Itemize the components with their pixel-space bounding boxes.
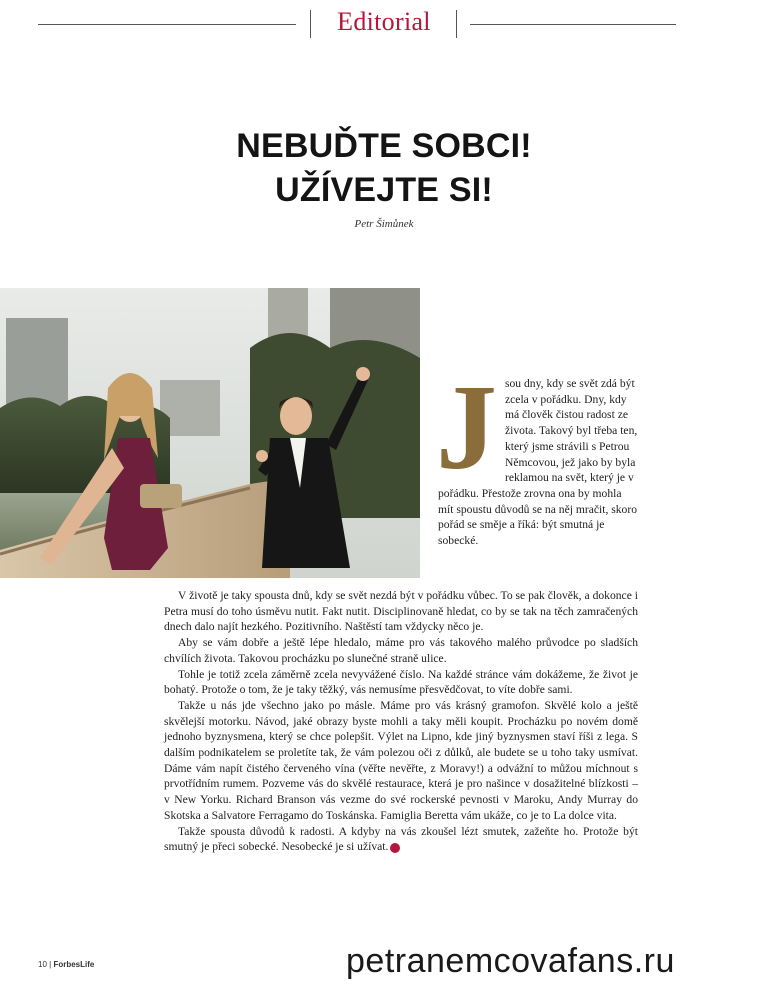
headline-line-2: UŽÍVEJTE SI! bbox=[275, 171, 493, 209]
publication-name: ForbesLife bbox=[53, 960, 95, 969]
watermark: petranemcovafans.ru bbox=[346, 942, 675, 980]
page-number: 10 bbox=[38, 960, 47, 969]
headline-line-1: NEBUĎTE SOBCI! bbox=[236, 127, 532, 165]
body-paragraph-4: Takže u nás jde všechno jako po másle. Máme pro vás krásný gramofon. Skvělé kolo a ještě skvělejší motorku. Návod, jaké obrazy byste mohli a taky měli koupit. Procházku po novém domě jednoho byznysmena, který se chce polepšit. Výlet na Lipno, kde jiný byznysmen staví říši z lega. S dalším podnikatelem se proletíte tak, že vám polezou oči z důlků, ale budete se u toho taky usmívat. Dáme vám napít čistého červeného vína (věřte nevěřte, z Moravy!) a odvážní to můžou míchnout s prvotřídním rumem. Pozveme vás do skvělé restaurace, která je pro našince v dosažitelné blízkosti – v New Yorku. Richard Branson vás vezme do své rockerské pevnosti v Maroku, Andy Murray do Skotska a Salvatore Ferragamo do Toskánska. Famiglia Beretta vám ukáže, co je to La dolce vita. bbox=[164, 698, 638, 822]
end-mark-icon: FL bbox=[390, 843, 400, 853]
section-label: Editorial bbox=[337, 7, 431, 36]
photo-man-left-hand bbox=[256, 450, 268, 462]
header-rule-tick-left bbox=[310, 10, 311, 38]
photo-man-head bbox=[280, 397, 312, 435]
article-author: Petr Šimůnek bbox=[354, 218, 414, 230]
article-headline bbox=[150, 124, 618, 212]
photo-illustration bbox=[0, 288, 420, 578]
photo-man-pointing-hand bbox=[356, 367, 370, 381]
intro-paragraph: sou dny, kdy se svět zdá být zcela v pořádku. Dny, kdy má člověk čistou radost ze života. Takový byl třeba ten, který jsme strávili s Petrou Němcovou, jež jako by byla reklamou na svět, který je v pořádku. Přestože zrovna ona by mohla mít spoustu důvodů se na něj mračit, skoro pořád se směje a říká: být smutná je sobecké. bbox=[438, 377, 638, 548]
body-paragraph-1: V životě je taky spousta dnů, kdy se svět nezdá být v pořádku vůbec. To se pak člověk, a dokonce i Petra musí do toho úsměvu nutit. Fakt nutit. Disciplinovaně hledat, co by se tak na těch zamračených dnech dalo najít hezkého. Pozitivního. Naštěstí tam vždycky něco je. bbox=[164, 589, 638, 634]
article-photo bbox=[0, 288, 420, 578]
body-paragraph-3: Tohle je totiž zcela záměrně zcela nevyvážené číslo. Na každé stránce vám dokážeme, že život je bohatý. Protože o tom, že je taky těžký, vás nemusíme přesvědčovat, to víte dobře sami. bbox=[164, 667, 638, 697]
page-folio bbox=[38, 960, 94, 969]
folio-separator: | bbox=[49, 960, 52, 969]
body-paragraph-5 bbox=[164, 824, 638, 855]
article-body bbox=[164, 588, 638, 855]
header-rule-left bbox=[38, 24, 296, 25]
drop-cap: J bbox=[436, 360, 497, 495]
body-paragraph-5-text: Takže spousta důvodů k radosti. A kdyby na vás zkoušel lézt smutek, zažeňte ho. Protože být smutný je přeci sobecké. Nesobecké je si užívat. bbox=[164, 824, 638, 854]
header-rule-right bbox=[470, 24, 676, 25]
body-paragraph-2: Aby se vám dobře a ještě lépe hledalo, máme pro vás takového malého průvodce po sladších chvílích života. Takovou procházku po slunečné straně ulice. bbox=[164, 636, 638, 665]
photo-woman-clutch bbox=[140, 484, 182, 508]
header-rule-tick-right bbox=[456, 10, 457, 38]
intro-column bbox=[436, 360, 638, 549]
